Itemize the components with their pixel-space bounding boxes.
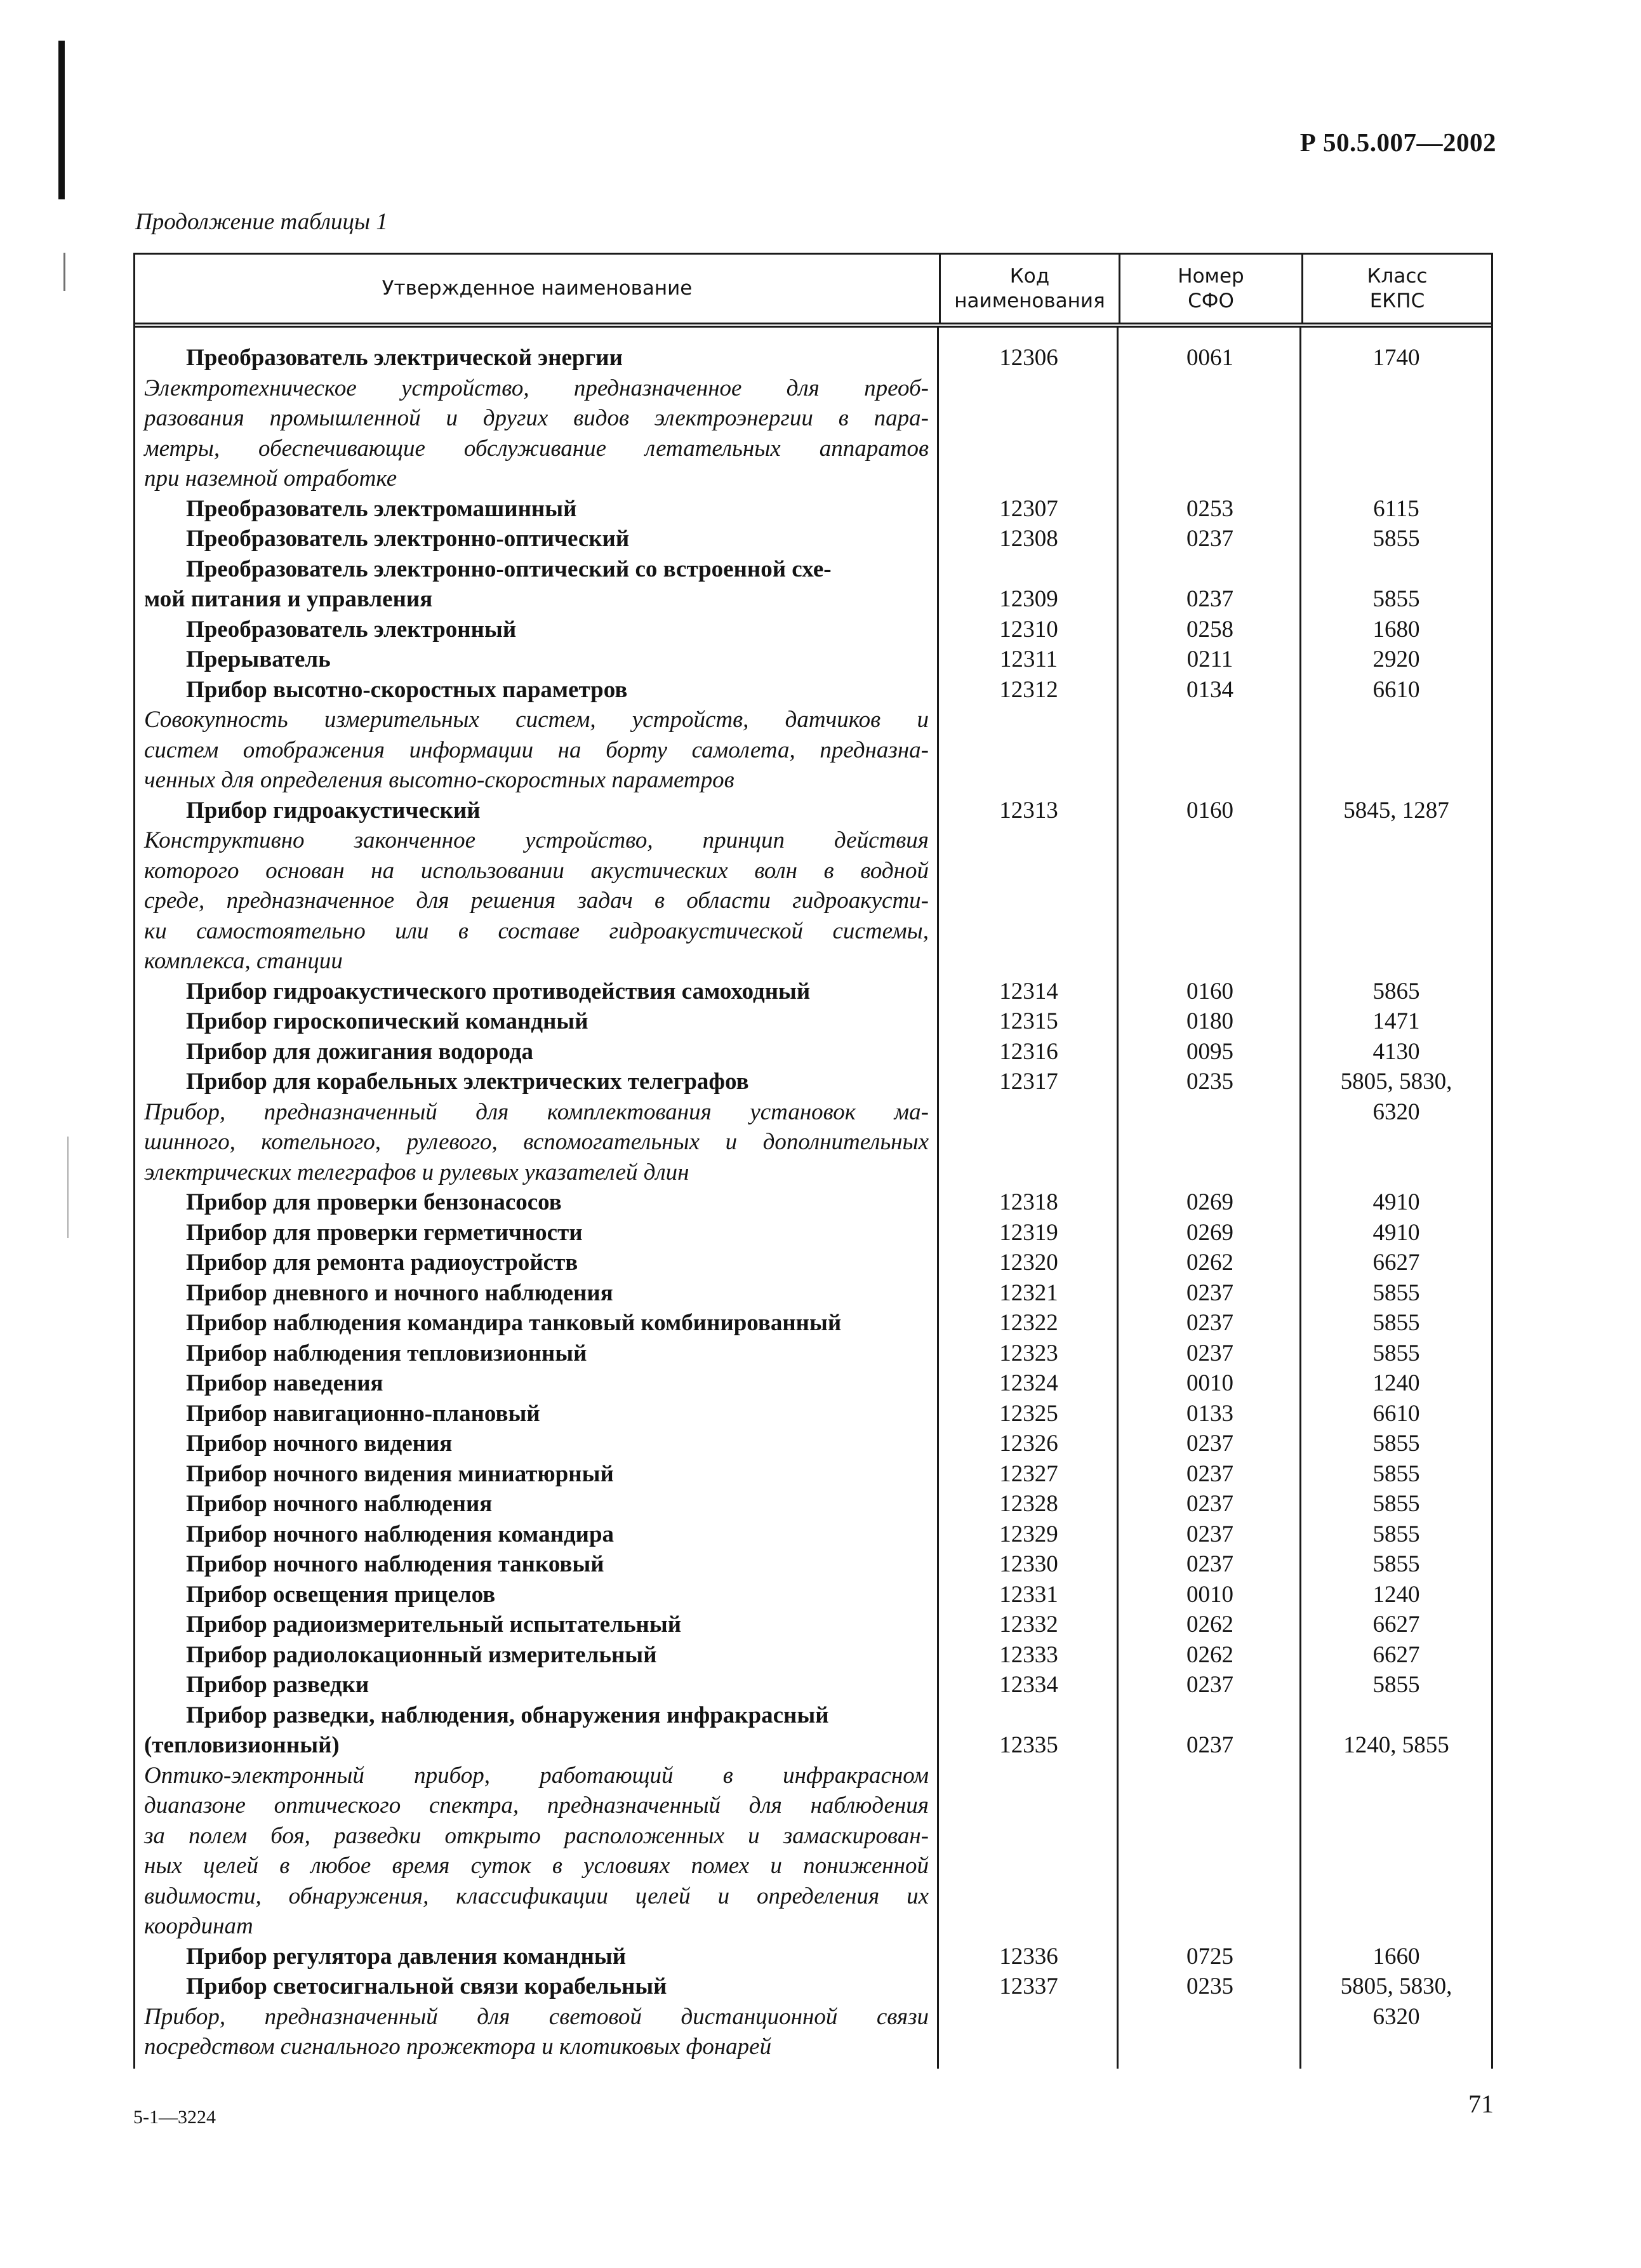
item-name: Прибор радиолокационный измерительный	[186, 1641, 657, 1668]
table-row	[135, 1187, 1491, 1218]
item-description: систем отображения информации на борту самолета, предназна-	[144, 737, 929, 763]
item-name-cell	[135, 1942, 939, 1972]
item-name: Преобразователь электромашинный	[186, 495, 577, 522]
sfo-cell: 0262	[1186, 1250, 1233, 1276]
table-row	[135, 524, 1491, 554]
item-name-cell	[135, 1971, 939, 2062]
item-name: Прибор освещения прицелов	[186, 1581, 496, 1608]
item-name: Прибор радиоизмерительный испытательный	[186, 1611, 682, 1638]
table-row	[135, 1519, 1491, 1550]
sfo-cell: 0010	[1186, 1370, 1233, 1396]
table-row	[135, 494, 1491, 524]
ekps-cell: 4910	[1372, 1219, 1420, 1246]
item-description: Прибор, предназначенный для комплектования установок ма-	[144, 1098, 929, 1125]
table-row	[135, 1640, 1491, 1671]
item-name-cell	[135, 1519, 939, 1550]
table-row	[135, 1670, 1491, 1700]
table-row	[135, 1549, 1491, 1580]
ekps-cell: 5855	[1372, 1551, 1420, 1577]
sfo-cell: 0237	[1186, 1521, 1233, 1547]
item-name: Прибор для дожигания водорода	[186, 1038, 534, 1065]
table-row	[135, 1942, 1491, 1972]
table-row	[135, 1037, 1491, 1067]
item-name: Прибор гироскопический командный	[186, 1008, 588, 1034]
ekps-cell: 5805, 5830, 6320	[1340, 1069, 1452, 1125]
sfo-cell: 0262	[1186, 1641, 1233, 1668]
item-description: разования промышленной и других видов электроэнергии в пара-	[144, 405, 929, 431]
table-header	[133, 253, 1493, 323]
table-row	[135, 1067, 1491, 1187]
item-description: Совокупность измерительных систем, устройств, датчиков и	[144, 707, 929, 733]
item-name: Преобразователь электронный	[186, 616, 517, 643]
ekps-cell: 1240	[1372, 1370, 1420, 1396]
sfo-cell: 0237	[1186, 1732, 1233, 1758]
item-name: Прибор наблюдения командира танковый комбинированный	[186, 1310, 842, 1336]
sfo-cell: 0237	[1186, 1551, 1233, 1577]
item-name-cell	[135, 977, 939, 1007]
sfo-cell: 0258	[1186, 616, 1233, 643]
sfo-cell: 0010	[1186, 1581, 1233, 1608]
sfo-cell: 0725	[1186, 1943, 1233, 1970]
sfo-cell: 0160	[1186, 797, 1233, 824]
code-cell: 12322	[999, 1310, 1058, 1336]
item-name-cell	[135, 1700, 939, 1942]
sfo-cell: 0237	[1186, 526, 1233, 552]
table-row	[135, 1429, 1491, 1459]
table-continuation-caption: Продолжение таблицы 1	[135, 209, 388, 235]
scan-mark-dashes	[67, 1137, 69, 1238]
ekps-cell: 2920	[1372, 646, 1420, 672]
item-description: Электротехническое устройство, предназначенное для преоб-	[144, 375, 929, 401]
print-code: 5-1—3224	[133, 2107, 216, 2128]
ekps-cell: 6610	[1372, 676, 1420, 703]
item-name-cell	[135, 1187, 939, 1218]
table-row	[135, 1610, 1491, 1640]
ekps-cell: 1240, 5855	[1343, 1732, 1449, 1758]
item-name-cell	[135, 644, 939, 675]
table-row	[135, 977, 1491, 1007]
item-name: Прибор для проверки бензонасосов	[186, 1189, 562, 1215]
sfo-cell: 0235	[1186, 1973, 1233, 1999]
item-description: Конструктивно законченное устройство, принцип действия	[144, 827, 929, 853]
ekps-cell: 5855	[1372, 1310, 1420, 1336]
code-cell: 12323	[999, 1340, 1058, 1366]
item-name: Прибор разведки, наблюдения, обнаружения инфракрасный	[186, 1702, 829, 1728]
ekps-cell: 5855	[1372, 1460, 1420, 1487]
item-name-cell	[135, 1338, 939, 1369]
item-name-cell	[135, 1067, 939, 1187]
table-row	[135, 796, 1491, 977]
sfo-cell: 0133	[1186, 1400, 1233, 1427]
table-row	[135, 644, 1491, 675]
ekps-cell: 6610	[1372, 1400, 1420, 1427]
item-name-cell	[135, 1640, 939, 1671]
table-row	[135, 615, 1491, 645]
item-name-cell	[135, 1489, 939, 1519]
item-name-cell	[135, 1459, 939, 1490]
sfo-cell: 0269	[1186, 1219, 1233, 1246]
ekps-cell: 4130	[1372, 1038, 1420, 1065]
sfo-cell: 0061	[1186, 345, 1233, 371]
ekps-cell: 1660	[1372, 1943, 1420, 1970]
item-name-cell	[135, 554, 939, 615]
ekps-cell: 1240	[1372, 1581, 1420, 1608]
item-name: Прибор для корабельных электрических телеграфов	[186, 1069, 749, 1095]
sfo-cell: 0237	[1186, 1310, 1233, 1336]
code-cell: 12310	[999, 616, 1058, 643]
code-cell: 12321	[999, 1279, 1058, 1306]
sfo-cell: 0237	[1186, 1340, 1233, 1366]
code-cell: 12336	[999, 1943, 1058, 1970]
item-name: Прибор гидроакустический	[186, 797, 481, 824]
table-row	[135, 1278, 1491, 1309]
item-name: Преобразователь электронно-оптический со встроенной схе-	[186, 556, 832, 582]
scan-mark-bar	[58, 41, 65, 199]
code-cell: 12325	[999, 1400, 1058, 1427]
table-row	[135, 343, 1491, 494]
code-cell: 12314	[999, 978, 1058, 1004]
item-name: Прибор ночного видения миниатюрный	[186, 1460, 614, 1487]
ekps-cell: 1680	[1372, 616, 1420, 643]
item-name: Прибор ночного наблюдения танковый	[186, 1551, 604, 1577]
item-name: Прибор ночного наблюдения командира	[186, 1521, 615, 1547]
ekps-cell: 1471	[1372, 1008, 1420, 1034]
code-cell: 12324	[999, 1370, 1058, 1396]
column-header-sfo: Номер СФО	[1119, 255, 1301, 323]
table-row	[135, 1308, 1491, 1338]
code-cell: 12317	[999, 1069, 1058, 1095]
code-cell: 12326	[999, 1431, 1058, 1457]
document-code: Р 50.5.007—2002	[1299, 128, 1496, 157]
item-name-cell	[135, 1429, 939, 1459]
code-cell: 12320	[999, 1250, 1058, 1276]
code-cell: 12312	[999, 676, 1058, 703]
code-cell: 12335	[999, 1732, 1058, 1758]
table-row	[135, 1580, 1491, 1610]
item-name-cell	[135, 675, 939, 796]
sfo-cell: 0237	[1186, 1672, 1233, 1698]
ekps-cell: 6115	[1373, 495, 1419, 522]
item-description: комплекса, станции	[144, 948, 343, 974]
ekps-cell: 5855	[1372, 1491, 1420, 1517]
header-double-rule	[133, 323, 1493, 328]
item-name: Преобразователь электрической энергии	[186, 345, 623, 371]
item-name: Прибор наблюдения тепловизионный	[186, 1340, 587, 1366]
table-row	[135, 1218, 1491, 1248]
item-name: Прерыватель	[186, 646, 331, 672]
item-name: Прибор для проверки герметичности	[186, 1219, 583, 1246]
item-description: Прибор, предназначенный для световой дистанционной связи	[144, 2003, 929, 2030]
code-cell: 12308	[999, 526, 1058, 552]
column-header-code: Код наименования	[939, 255, 1119, 323]
classifier-table	[133, 253, 1493, 2069]
item-name-cell	[135, 1580, 939, 1610]
item-name-cell	[135, 615, 939, 645]
item-description: метры, обеспечивающие обслуживание летательных аппаратов	[144, 435, 929, 462]
code-cell: 12330	[999, 1551, 1058, 1577]
code-cell: 12333	[999, 1641, 1058, 1668]
item-name: Прибор навигационно-плановый	[186, 1400, 540, 1427]
item-name-cell	[135, 1549, 939, 1580]
code-cell: 12328	[999, 1491, 1058, 1517]
column-divider	[1299, 328, 1301, 2069]
code-cell: 12315	[999, 1008, 1058, 1034]
item-name: Прибор гидроакустического противодействия самоходный	[186, 978, 811, 1004]
code-cell: 12327	[999, 1460, 1058, 1487]
table-row	[135, 1006, 1491, 1037]
code-cell: 12319	[999, 1219, 1058, 1246]
item-name-cell	[135, 1006, 939, 1037]
table-row	[135, 1700, 1491, 1942]
item-description: которого основан на использовании акустических волн в водной	[144, 857, 929, 884]
table-row	[135, 675, 1491, 796]
item-name-cell	[135, 1248, 939, 1278]
sfo-cell: 0095	[1186, 1038, 1233, 1065]
item-description: посредством сигнального прожектора и клотиковых фонарей	[144, 2034, 772, 2060]
sfo-cell: 0237	[1186, 1491, 1233, 1517]
table-row	[135, 1338, 1491, 1369]
item-name-cell	[135, 343, 939, 494]
ekps-cell: 5805, 5830, 6320	[1340, 1973, 1452, 2030]
sfo-cell: 0180	[1186, 1008, 1233, 1034]
table-row	[135, 554, 1491, 615]
ekps-cell: 5855	[1372, 586, 1420, 612]
sfo-cell: 0237	[1186, 586, 1233, 612]
item-name: Прибор наведения	[186, 1370, 383, 1396]
item-name: Прибор регулятора давления командный	[186, 1943, 627, 1970]
sfo-cell: 0235	[1186, 1069, 1233, 1095]
table-row	[135, 1489, 1491, 1519]
column-divider	[1117, 328, 1119, 2069]
ekps-cell: 5855	[1372, 1521, 1420, 1547]
item-name-cell	[135, 1308, 939, 1338]
sfo-cell: 0269	[1186, 1189, 1233, 1215]
sfo-cell: 0237	[1186, 1460, 1233, 1487]
code-cell: 12307	[999, 495, 1058, 522]
item-description: ки самостоятельно или в составе гидроакустической системы,	[144, 917, 929, 944]
item-name: Прибор для ремонта радиоустройств	[186, 1250, 578, 1276]
code-cell: 12313	[999, 797, 1058, 824]
table-row	[135, 1971, 1491, 2062]
item-description: ных целей в любое время суток в условиях помех и пониженной	[144, 1853, 929, 1879]
item-name-cell	[135, 1670, 939, 1700]
item-name: Прибор ночного наблюдения	[186, 1491, 493, 1517]
ekps-cell: 6627	[1372, 1641, 1420, 1668]
item-description: ченных для определения высотно-скоростных параметров	[144, 767, 734, 793]
item-name-cell	[135, 1399, 939, 1429]
code-cell: 12332	[999, 1611, 1058, 1638]
code-cell: 12309	[999, 586, 1058, 612]
code-cell: 12316	[999, 1038, 1058, 1065]
sfo-cell: 0134	[1186, 676, 1233, 703]
item-name: (тепловизионный)	[144, 1732, 340, 1758]
ekps-cell: 5845, 1287	[1343, 797, 1449, 824]
page-number: 71	[1468, 2090, 1494, 2118]
ekps-cell: 6627	[1372, 1611, 1420, 1638]
item-name-cell	[135, 1218, 939, 1248]
sfo-cell: 0160	[1186, 978, 1233, 1004]
ekps-cell: 1740	[1372, 345, 1420, 371]
item-name-cell	[135, 1278, 939, 1309]
item-name: Прибор высотно-скоростных параметров	[186, 676, 628, 703]
item-name-cell	[135, 1368, 939, 1399]
item-name: Прибор разведки	[186, 1672, 369, 1698]
item-description: видимости, обнаружения, классификации целей и определения их	[144, 1883, 929, 1909]
item-name-cell	[135, 1610, 939, 1640]
code-cell: 12311	[999, 646, 1058, 672]
ekps-cell: 4910	[1372, 1189, 1420, 1215]
sfo-cell: 0211	[1186, 646, 1233, 672]
item-description: при наземной отработке	[144, 465, 397, 491]
item-name: Прибор дневного и ночного наблюдения	[186, 1279, 613, 1306]
sfo-cell: 0262	[1186, 1611, 1233, 1638]
column-header-ekps: Класс ЕКПС	[1301, 255, 1491, 323]
sfo-cell: 0253	[1186, 495, 1233, 522]
ekps-cell: 5855	[1372, 526, 1420, 552]
scan-mark-dot	[63, 253, 65, 291]
code-cell: 12329	[999, 1521, 1058, 1547]
table-body	[133, 328, 1493, 2069]
item-description: шинного, котельного, рулевого, вспомогательных и дополнительных	[144, 1129, 929, 1155]
code-cell: 12334	[999, 1672, 1058, 1698]
item-name: Прибор ночного видения	[186, 1431, 453, 1457]
column-header-name: Утвержденное наименование	[382, 277, 693, 300]
item-description: за полем боя, разведки открыто расположенных и замаскирован-	[144, 1822, 929, 1849]
column-divider	[937, 328, 939, 2069]
code-cell: 12306	[999, 345, 1058, 371]
item-name-cell	[135, 796, 939, 977]
code-cell: 12318	[999, 1189, 1058, 1215]
ekps-cell: 5855	[1372, 1431, 1420, 1457]
ekps-cell: 5865	[1372, 978, 1420, 1004]
table-row	[135, 1459, 1491, 1490]
item-name-cell	[135, 524, 939, 554]
sfo-cell: 0237	[1186, 1431, 1233, 1457]
ekps-cell: 5855	[1372, 1672, 1420, 1698]
sfo-cell: 0237	[1186, 1279, 1233, 1306]
table-row	[135, 1368, 1491, 1399]
table-row	[135, 1248, 1491, 1278]
item-description: Оптико-электронный прибор, работающий в инфракрасном	[144, 1762, 929, 1789]
item-name: Прибор светосигнальной связи корабельный	[186, 1973, 667, 1999]
item-name-cell	[135, 494, 939, 524]
table-row	[135, 1399, 1491, 1429]
ekps-cell: 5855	[1372, 1340, 1420, 1366]
ekps-cell: 5855	[1372, 1279, 1420, 1306]
item-description: диапазоне оптического спектра, предназначенный для наблюдения	[144, 1792, 929, 1818]
code-cell: 12331	[999, 1581, 1058, 1608]
item-name-cell	[135, 1037, 939, 1067]
code-cell: 12337	[999, 1973, 1058, 1999]
item-name: мой питания и управления	[144, 586, 433, 612]
item-description: электрических телеграфов и рулевых указателей длин	[144, 1159, 689, 1185]
ekps-cell: 6627	[1372, 1250, 1420, 1276]
item-name: Преобразователь электронно-оптический	[186, 526, 630, 552]
item-description: среде, предназначенное для решения задач в области гидроакусти-	[144, 888, 929, 914]
item-description: координат	[144, 1913, 253, 1939]
